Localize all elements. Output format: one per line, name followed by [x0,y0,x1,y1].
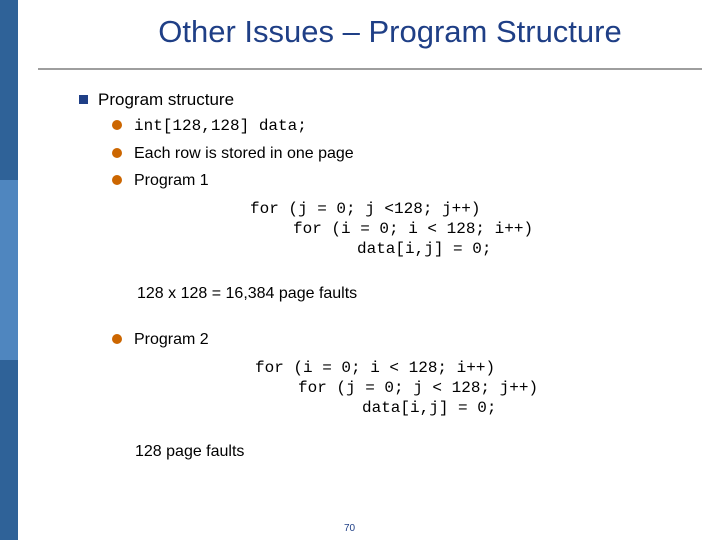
page-number: 70 [344,523,356,534]
program-1-label: Program 1 [134,172,209,189]
program-2-code-line-3: data[i,j] = 0; [362,399,497,417]
bullet-text: Each row is stored in one page [134,145,354,162]
sidebar-segment-top [0,0,18,180]
round-bullet-icon [112,120,122,130]
bullet-program-2 [112,331,209,349]
square-bullet-icon [79,95,88,104]
slide-title: Other Issues – Program Structure [158,14,622,49]
round-bullet-icon [112,148,122,158]
sidebar-segment-bottom [0,360,18,540]
program-2-code-line-2: for (j = 0; j < 128; j++) [298,379,539,397]
program-2-result: 128 page faults [135,443,245,460]
round-bullet-icon [112,175,122,185]
bullet-program-1 [112,172,209,190]
program-1-code-line-2: for (i = 0; i < 128; i++) [293,220,534,238]
program-1-code-line-1: for (j = 0; j <128; j++) [250,200,481,218]
bullet-text: Program structure [98,90,235,109]
program-1-code-line-3: data[i,j] = 0; [357,240,492,258]
sidebar-band [0,0,18,540]
bullet-row-storage [112,145,354,163]
bullet-declaration [112,117,307,135]
declaration-code: int[128,128] data; [134,117,307,135]
program-2-code-line-1: for (i = 0; i < 128; i++) [255,359,496,377]
program-2-label: Program 2 [134,331,209,348]
program-1-result: 128 x 128 = 16,384 page faults [137,285,358,302]
title-divider [38,68,702,70]
bullet-program-structure [79,90,234,110]
sidebar-segment-middle [0,180,18,360]
round-bullet-icon [112,334,122,344]
